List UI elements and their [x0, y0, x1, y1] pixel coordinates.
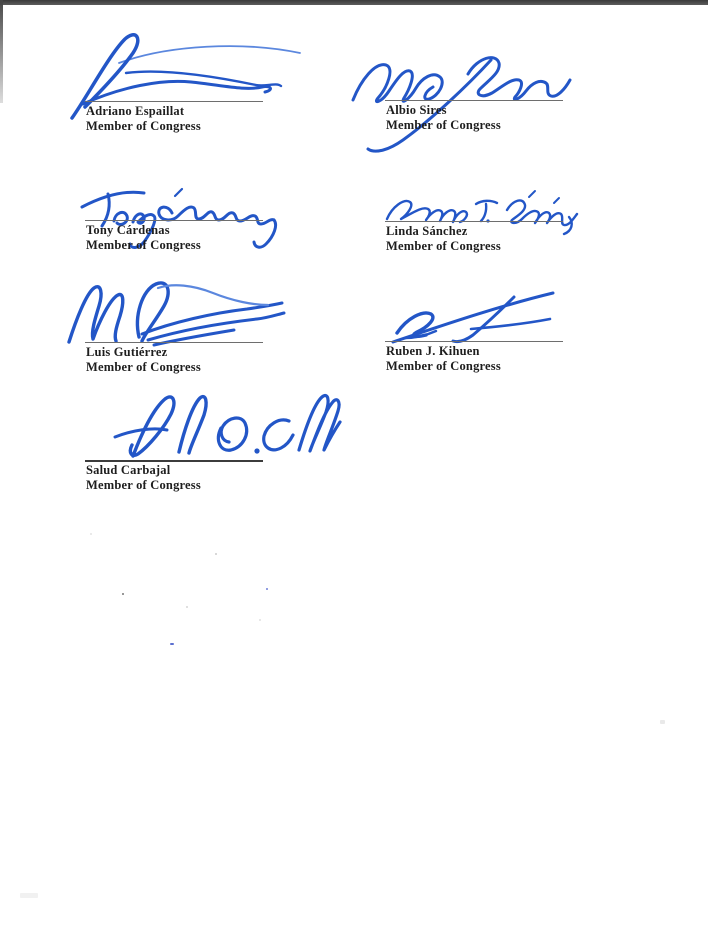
scan-left-edge-line [0, 0, 3, 103]
scan-speck [122, 593, 124, 595]
scan-speck [215, 553, 217, 555]
signer-name: Linda Sánchez [386, 224, 468, 238]
scan-speck [170, 643, 174, 645]
signature-line [385, 221, 563, 222]
signer-title: Member of Congress [386, 118, 501, 132]
scan-speck [186, 606, 188, 608]
scan-smudge [20, 893, 38, 898]
signature-line [85, 342, 263, 343]
signer-name: Adriano Espaillat [86, 104, 185, 118]
signer-name: Albio Sires [386, 103, 447, 117]
signer-title: Member of Congress [86, 119, 201, 133]
signature-line [85, 460, 263, 462]
signature-line [85, 101, 263, 102]
signature-luis-gutierrez-ink [61, 278, 293, 350]
signature-line [385, 341, 563, 342]
signer-title: Member of Congress [386, 239, 501, 253]
scan-speck [90, 533, 92, 535]
signature-ruben-kihuen-ink [383, 285, 583, 347]
scan-top-edge-line [0, 0, 708, 5]
signer-title: Member of Congress [86, 238, 201, 252]
scan-speck [259, 619, 261, 621]
signer-name: Luis Gutiérrez [86, 345, 168, 359]
signature-line [385, 100, 563, 101]
signer-title: Member of Congress [386, 359, 501, 373]
signer-name: Tony Cárdenas [86, 223, 170, 237]
signer-name: Ruben J. Kihuen [386, 344, 480, 358]
signature-line [85, 220, 263, 221]
scan-speck [266, 588, 268, 590]
signature-salud-carbajal-ink [93, 390, 343, 464]
signer-name: Salud Carbajal [86, 463, 171, 477]
signer-title: Member of Congress [86, 478, 201, 492]
scan-speck [660, 720, 665, 724]
signer-title: Member of Congress [86, 360, 201, 374]
